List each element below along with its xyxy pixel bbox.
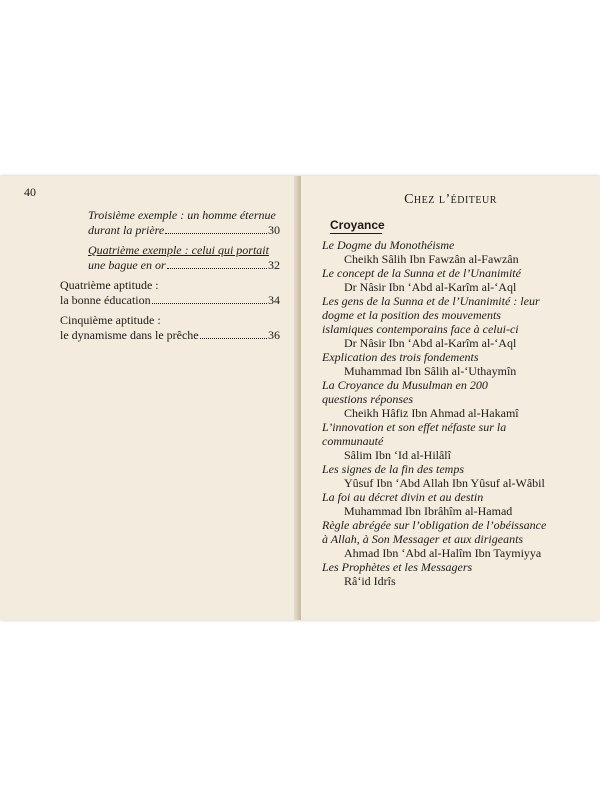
list-item — [322, 560, 592, 588]
open-book-spread — [0, 176, 600, 620]
book-title: Les Prophètes et les Messagers — [322, 560, 473, 574]
book-title: La Croyance du Musulman en 200 questions réponses — [322, 378, 488, 406]
toc-entry-title: Quatrième aptitude : la bonne éducation 34 — [60, 278, 280, 307]
toc-page-number: 36 — [268, 328, 280, 342]
book-author: Sâlim Ibn ‘Id al-Hilâlî — [344, 448, 451, 462]
table-of-contents — [60, 208, 280, 348]
toc-page-number: 34 — [268, 293, 280, 307]
list-item — [322, 266, 592, 294]
list-item — [322, 350, 592, 378]
book-list — [322, 238, 592, 588]
page-title: Chez l’éditeur — [404, 192, 497, 207]
book-author: Dr Nâsir Ibn ‘Abd al-Karîm al-‘Aql — [344, 336, 517, 350]
book-title: Les gens de la Sunna et de l’Unanimité : leur dogme et la position des mouvements islamiques contemporains face à celui-ci — [322, 294, 540, 336]
book-author: Râ‘id Idrîs — [344, 574, 396, 588]
list-item — [322, 490, 592, 518]
book-title: Explication des trois fondements — [322, 350, 479, 364]
book-author: Ahmad Ibn ‘Abd al-Halîm Ibn Taymiyya — [344, 546, 542, 560]
toc-entry-title: Troisième exemple : un homme éternue durant la prière 30 — [88, 208, 280, 237]
toc-entry-title: Quatrième exemple : celui qui portait une bague en or 32 — [88, 243, 280, 272]
toc-page-number: 30 — [268, 223, 280, 237]
left-page — [0, 176, 299, 620]
toc-entry — [60, 278, 280, 308]
book-author: Muhammad Ibn Ibrâhîm al-Hamad — [344, 504, 513, 518]
book-author: Dr Nâsir Ibn ‘Abd al-Karîm al-‘Aql — [344, 280, 517, 294]
book-author: Muhammad Ibn Sâlih al-‘Uthaymîn — [344, 364, 517, 378]
toc-page-number: 32 — [268, 258, 280, 272]
toc-entry — [60, 243, 280, 273]
list-item — [322, 294, 592, 350]
list-item — [322, 518, 592, 560]
book-title: Les signes de la fin des temps — [322, 462, 464, 476]
page-number: 40 — [24, 185, 36, 199]
toc-entry — [60, 208, 280, 238]
toc-entry — [60, 313, 280, 343]
book-title: Règle abrégée sur l’obligation de l’obéissance à Allah, à Son Messager et aux dirigeants — [322, 518, 547, 546]
book-author: Cheikh Hâfiz Ibn Ahmad al-Hakamî — [344, 406, 519, 420]
book-author: Cheikh Sâlih Ibn Fawzân al-Fawzân — [344, 252, 519, 266]
list-item — [322, 420, 592, 462]
list-item — [322, 378, 592, 420]
book-title: L’innovation et son effet néfaste sur la communauté — [322, 420, 507, 448]
section-heading: Croyance — [330, 218, 385, 232]
book-author: Yûsuf Ibn ‘Abd Allah Ibn Yûsuf al-Wâbil — [344, 476, 545, 490]
toc-entry-title: Cinquième aptitude : le dynamisme dans le prêche 36 — [60, 313, 280, 342]
book-title: Le Dogme du Monothéisme — [322, 238, 455, 252]
list-item — [322, 462, 592, 490]
book-title: Le concept de la Sunna et de l’Unanimité — [322, 266, 521, 280]
list-item — [322, 238, 592, 266]
book-title: La foi au décret divin et au destin — [322, 490, 484, 504]
